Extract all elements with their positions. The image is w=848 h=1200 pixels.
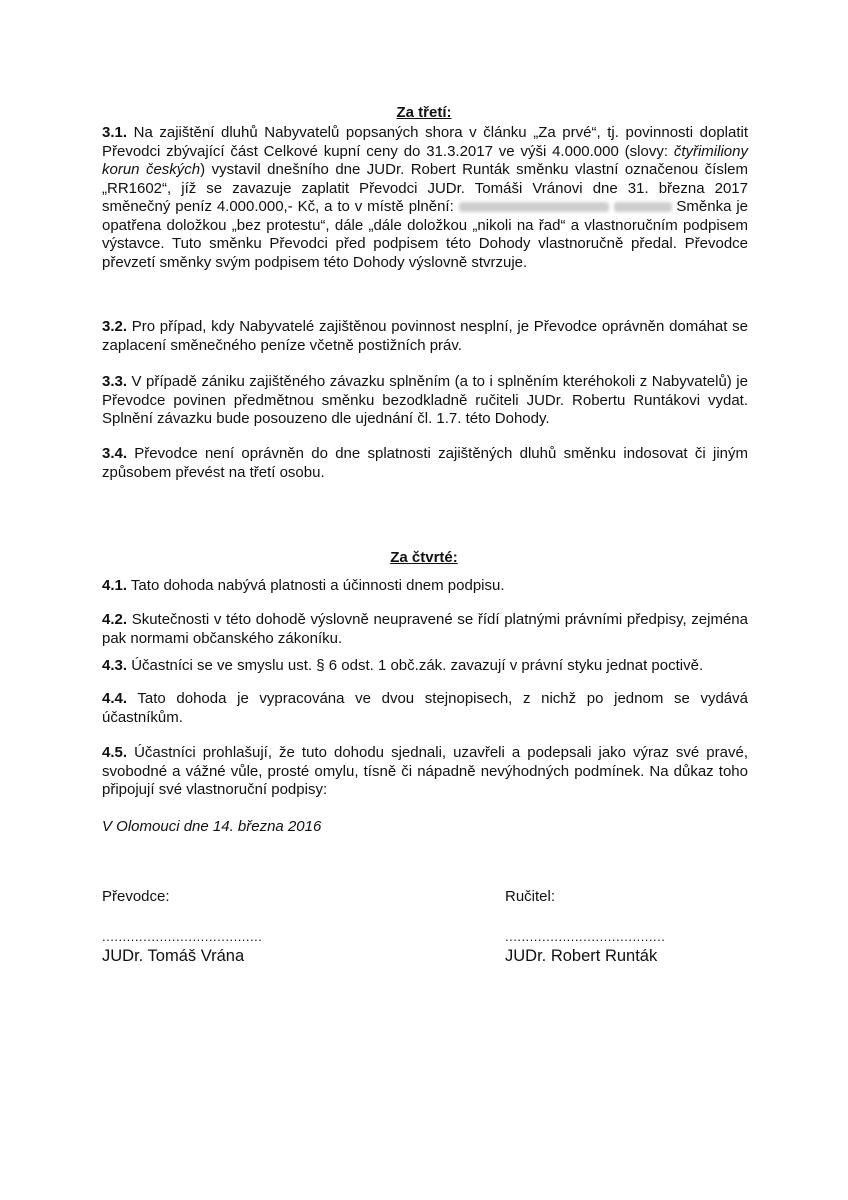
paragraph-text: Tato dohoda nabývá platnosti a účinnosti dnem podpisu.	[127, 577, 505, 594]
paragraph-4-3	[102, 657, 748, 676]
paragraph-number: 4.1.	[102, 577, 128, 594]
paragraph-number: 3.2.	[102, 318, 128, 335]
signature-role: Ručitel:	[505, 888, 556, 905]
paragraph-number: 4.4.	[102, 690, 128, 707]
redacted-address	[614, 202, 672, 212]
paragraph-number: 4.3.	[102, 657, 128, 674]
paragraph-text: Převodce není oprávněn do dne splatnosti zajištěných dluhů směnku indosovat či jiným způsobem převést na třetí osobu.	[102, 445, 748, 481]
paragraph-text: Skutečnosti v této dohodě výslovně neupravené se řídí platnými právními předpisy, zejména pak normami občanského zákoníku.	[102, 611, 748, 647]
signature-role: Převodce:	[102, 888, 170, 905]
paragraph-4-4	[102, 690, 748, 727]
paragraph-3-3	[102, 373, 748, 429]
paragraph-4-1	[102, 577, 748, 596]
paragraph-number: 3.1.	[102, 124, 128, 141]
signature-line: .......................................	[102, 928, 263, 944]
paragraph-number: 4.5.	[102, 744, 128, 761]
paragraph-3-2	[102, 318, 748, 355]
signatory-name: JUDr. Tomáš Vrána	[102, 946, 245, 965]
paragraph-number: 3.4.	[102, 445, 128, 462]
paragraph-4-5	[102, 744, 748, 800]
paragraph-text: ) vystavil dnešního dne JUDr. Robert Runták směnku vlastní označenou číslem „RR1602“, jíž se zavazuje zaplatit Převodci JUDr. Tomáši Vránovi dne 31. března 2017 směnečný peníz 4.000.000,- Kč, a to v místě plnění:	[102, 161, 749, 215]
section-heading-3: Za třetí:	[396, 104, 452, 121]
paragraph-number: 4.2.	[102, 611, 128, 628]
paragraph-text: Účastníci se ve smyslu ust. § 6 odst. 1 obč.zák. zavazují v právní styku jednat poctivě.	[127, 657, 704, 674]
redacted-address	[459, 202, 609, 212]
signature-line: .......................................	[505, 928, 666, 944]
signature-block-transferor	[102, 888, 362, 965]
paragraph-text: Pro případ, kdy Nabyvatelé zajištěnou povinnost nesplní, je Převodce oprávněn domáhat se zaplacení směnečného peníze včetně postižních práv.	[102, 318, 748, 354]
section-heading-4: Za čtvrté:	[390, 549, 458, 566]
paragraph-text: Směnka je opatřena doložkou „bez protestu“, dále „dále doložkou „nikoli na řad“ a vlastnoručním podpisem výstavce. Tuto směnku Převodci před podpisem této Dohody vlastnoručně předal. Převodce převzetí směnky svým podpisem této Dohody výslovně stvrzuje.	[102, 198, 748, 271]
paragraph-text: V případě zániku zajištěného závazku splněním (a to i splněním kteréhokoli z Nabyvatelů) je Převodce povinen předmětnou směnku bezodkladně ručiteli JUDr. Robertu Runtákovi vydat. Splnění závazku bude posouzeno dle ujednání čl. 1.7. této Dohody.	[102, 373, 748, 427]
paragraph-4-2	[102, 611, 748, 648]
paragraph-3-1	[102, 124, 748, 272]
signatory-name: JUDr. Robert Runták	[505, 946, 658, 965]
paragraph-text: Účastníci prohlašují, že tuto dohodu sjednali, uzavřeli a podepsali jako výraz své pravé, svobodné a vážné vůle, prosté omylu, tísně či nápadně nevýhodných podmínek. Na důkaz toho připojují své vlastnoruční podpisy:	[102, 744, 748, 798]
paragraph-text: Tato dohoda je vypracována ve dvou stejnopisech, z nichž po jednom se vydává účastníkům.	[102, 690, 748, 726]
signature-block-guarantor	[505, 888, 765, 965]
paragraph-italic-text: čtyřimiliony korun českých	[102, 142, 748, 178]
paragraph-number: 3.3.	[102, 373, 128, 390]
paragraph-text: Na zajištění dluhů Nabyvatelů popsaných shora v článku „Za prvé“, tj. povinnosti doplatit Převodci zbývající část Celkové kupní ceny do 31.3.2017 ve výši 4.000.000 (slovy:	[102, 124, 748, 160]
paragraph-3-4	[102, 445, 748, 482]
place-and-date: V Olomouci dne 14. března 2016	[102, 818, 322, 835]
